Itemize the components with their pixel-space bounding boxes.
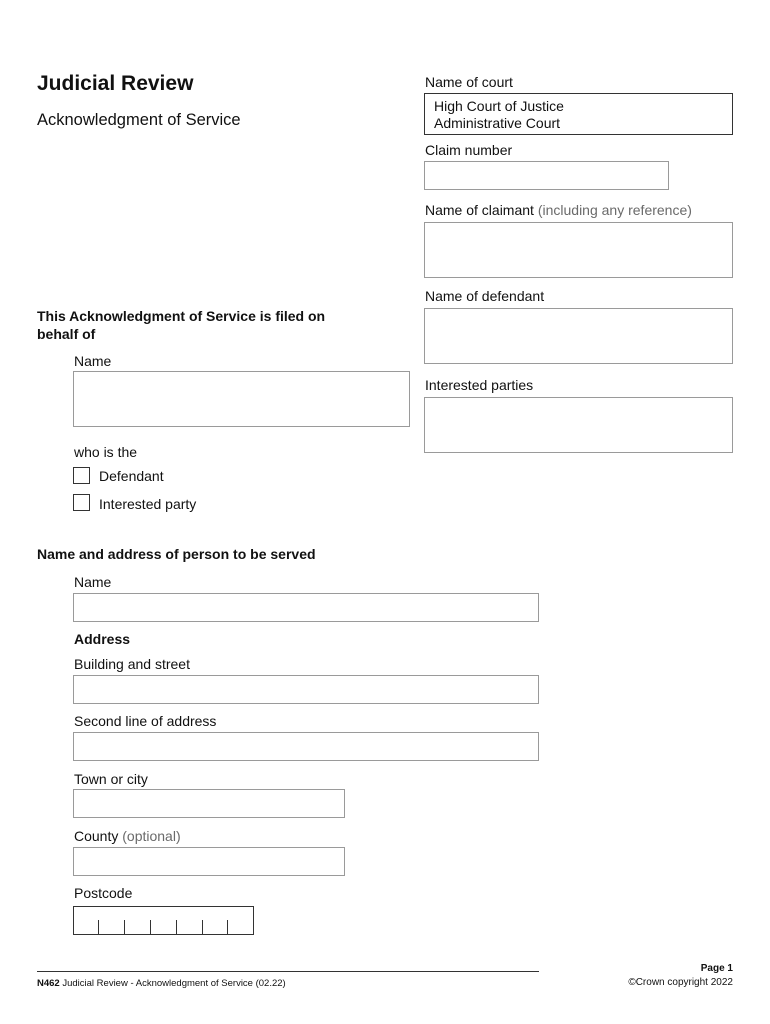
defendant-label: Name of defendant: [425, 288, 545, 304]
address-heading: Address: [74, 631, 131, 647]
interested-party-checkbox[interactable]: [73, 494, 90, 511]
postcode-input[interactable]: [73, 906, 254, 935]
claim-number-input[interactable]: [424, 161, 669, 190]
footer-page-info: [628, 962, 733, 990]
person-served-heading: Name and address of person to be served: [37, 546, 316, 562]
postcode-divider: [176, 920, 177, 934]
county-input[interactable]: [73, 847, 345, 876]
court-field[interactable]: [424, 93, 733, 135]
postcode-divider: [124, 920, 125, 934]
behalf-name-label: Name: [74, 353, 112, 369]
page-number: Page 1: [700, 963, 733, 974]
court-label: Name of court: [425, 74, 513, 90]
county-hint: (optional): [122, 828, 181, 844]
county-label: County (optional): [74, 828, 181, 844]
interested-parties-label: Interested parties: [425, 377, 534, 393]
claim-number-label: Claim number: [425, 142, 513, 158]
interested-party-option-label: Interested party: [99, 496, 197, 512]
claimant-input[interactable]: [424, 222, 733, 278]
served-name-label: Name: [74, 574, 112, 590]
postcode-label: Postcode: [74, 885, 133, 901]
served-name-input[interactable]: [73, 593, 539, 622]
court-line-2: Administrative Court: [434, 115, 561, 131]
defendant-option-label: Defendant: [99, 468, 164, 484]
second-line-label: Second line of address: [74, 713, 217, 729]
page-title: Judicial Review: [37, 72, 194, 95]
town-city-input[interactable]: [73, 789, 345, 818]
footer-form-title: N462 Judicial Review - Acknowledgment of Service (02.22): [37, 978, 286, 989]
postcode-divider: [150, 920, 151, 934]
page-subtitle: Acknowledgment of Service: [37, 111, 241, 129]
second-line-input[interactable]: [73, 732, 539, 761]
building-street-label: Building and street: [74, 656, 190, 672]
claimant-label: Name of claimant (including any reference): [425, 202, 692, 218]
interested-parties-input[interactable]: [424, 397, 733, 453]
copyright: ©Crown copyright 2022: [628, 977, 733, 988]
defendant-input[interactable]: [424, 308, 733, 364]
behalf-name-input[interactable]: [73, 371, 410, 427]
postcode-divider: [202, 920, 203, 934]
footer-divider: [37, 971, 539, 972]
filed-on-behalf-heading: This Acknowledgment of Service is filed on behalf of: [37, 308, 326, 342]
defendant-checkbox[interactable]: [73, 467, 90, 484]
postcode-divider: [227, 920, 228, 934]
who-is-the-label: who is the: [74, 444, 138, 460]
form-code: N462: [37, 978, 60, 989]
claimant-hint: (including any reference): [537, 202, 692, 218]
postcode-divider: [98, 920, 99, 934]
court-line-1: High Court of Justice: [434, 98, 564, 114]
town-city-label: Town or city: [74, 771, 148, 787]
building-street-input[interactable]: [73, 675, 539, 704]
